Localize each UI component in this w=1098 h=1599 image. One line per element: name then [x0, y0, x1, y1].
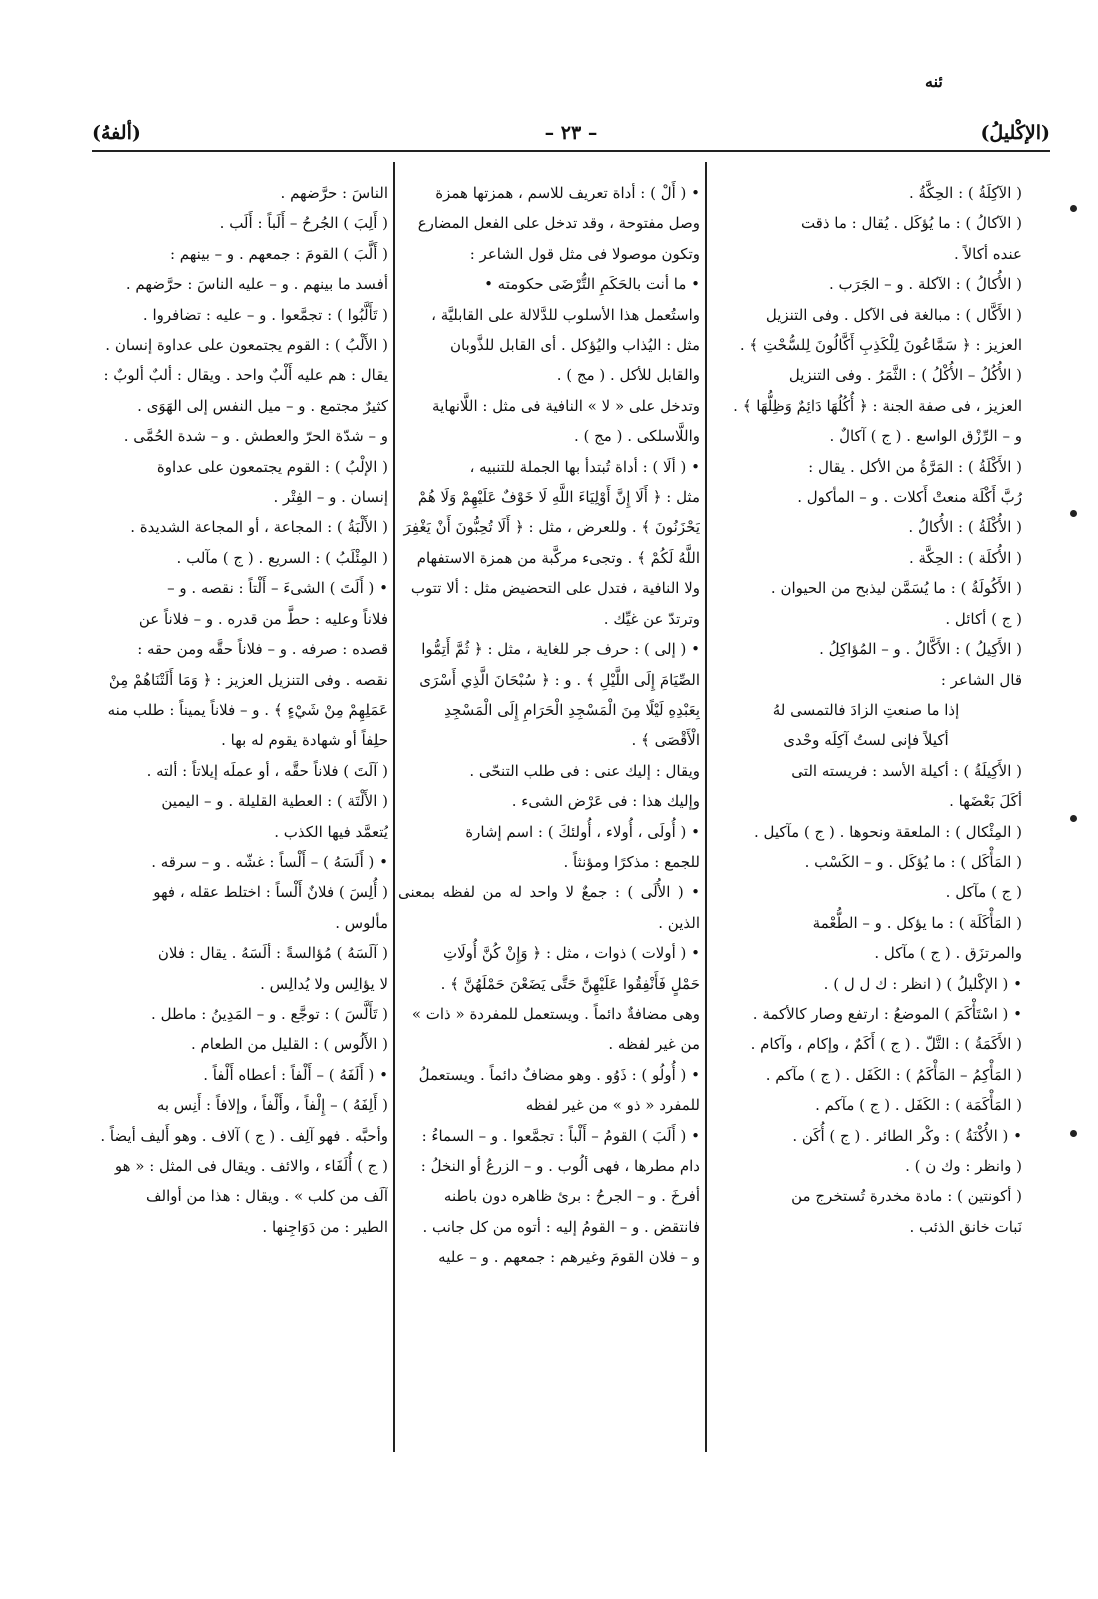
- entry-line: رُبَّ أَكْلَة منعتْ أَكلات . و – المأكول .: [797, 488, 1022, 507]
- entry-line: وإليك هذا : فى عَرْض الشىء .: [511, 792, 700, 811]
- entry-line: حلِفاً أو شهادة يقوم له بها .: [221, 731, 388, 750]
- entry-line: ( الآكِلَةُ ) : الحِكَّةُ .: [909, 184, 1022, 202]
- entry-line: • ( أَلَتَ ) الشىءَ – أَلْتاً : نقصه . و –: [167, 579, 388, 598]
- entry-line: وهى مضافةٌ دائماً . ويستعمل للمفردة « ذات »: [411, 1004, 700, 1023]
- entry-line: واستُعمل هذا الأسلوب للدَّلالة على القابليَّة ،: [431, 305, 700, 324]
- column-rule-left: [393, 162, 395, 1452]
- entry-line: حَمْلٍ فَأَنْفِقُوا عَلَيْهِنَّ حَتَّى يَضَعْنَ حَمْلَهُنَّ ﴾ .: [440, 974, 700, 993]
- entry-line: ( المِئْلَبُ ) : السريع . ( ج ) مآلب .: [176, 548, 388, 567]
- entry-line: مألوس .: [335, 913, 388, 932]
- entry-line: • ( الإكْليلُ ) ( انظر : ك ل ل ) .: [823, 974, 1022, 993]
- entry-line: عنده أكالاً .: [954, 244, 1022, 263]
- entry-line: ( آلَسَهُ ) مُؤالسةً : ألَسَهُ . يقال : فلان: [157, 944, 388, 963]
- entry-line: الْأَقْصَى ﴾ .: [631, 731, 700, 750]
- entry-line: أفسد ما بينهم . و – عليه الناسَ : حرَّضهم .: [125, 275, 388, 294]
- entry-line: ( أَلِبَ ) الجُرحُ – أَلَباً : أَلَب .: [219, 214, 388, 233]
- entry-line: عَمَلِهِمْ مِنْ شَيْءٍ ﴾ . و – فلاناً يميناً : طلب منه: [107, 700, 388, 719]
- entry-line: ( المَأْكَمَة ) : الكَفَل . ( ج ) مآكم .: [815, 1096, 1022, 1115]
- entry-line: ( الأَلْبُ ) : القوم يجتمعون على عداوة إنسان .: [105, 336, 388, 355]
- entry-line: العزيز : ﴿ سَمَّاعُونَ لِلْكَذِبِ أَكَّالُونَ لِلسُّحْتِ ﴾ .: [739, 336, 1022, 355]
- entry-line: أكيلاً فإنى لستُ آكِلَه وحْدى: [783, 731, 949, 750]
- entry-line: • ( إلى ) : حرف جر للغاية ، مثل : ﴿ ثُمَّ أَتِمُّوا: [421, 640, 700, 659]
- entry-line: ( المَأْكَلَة ) : ما يؤكل . و – الطُّعْمة: [812, 913, 1022, 932]
- entry-line: و – الرِّزْق الواسع . ( ج ) آكالٌ .: [829, 427, 1022, 446]
- entry-line: إذا ما صنعتِ الزادَ فالتمسى لهُ: [772, 700, 960, 719]
- entry-line: فلاناً وعليه : حطَّ من قدره . و – فلاناً عن: [138, 609, 388, 628]
- entry-line: ( آلَتَ ) فلاناً حقَّه ، أو عملَه إيلاتاً : ألته .: [146, 761, 388, 780]
- entry-line: • ( أَلْ ) : أداة تعريف للاسم ، همزتها همزة: [435, 184, 700, 202]
- entry-line: الصِّيَامَ إِلَى اللَّيْلِ ﴾ . و : ﴿ سُبْحَانَ الَّذِي أَسْرَى: [419, 670, 700, 689]
- entry-line: و – شدّة الحرّ والعطش . و – شدة الحُمَّى .: [123, 427, 388, 446]
- entry-line: ( وانظر : وك ن ) .: [905, 1157, 1022, 1175]
- entry-line: العزيز ، فى صفة الجنة : ﴿ أُكُلُهَا دَائِمٌ وَظِلُّهَا ﴾ .: [733, 396, 1022, 415]
- entry-line: ( الأُكلَة ) : الحِكَّة .: [909, 548, 1022, 567]
- entry-line: ( الأُكُلُ – الأُكْلُ ) : الثَّمَرُ . وفى التنزيل: [788, 366, 1022, 385]
- entry-line: واللَّاسلكى . ( مج ) .: [573, 427, 700, 446]
- entry-line: • ( أُولَى ، أُولاء ، أُولئكَ ) : اسم إشارة: [465, 822, 700, 841]
- entry-line: ( ج ) أُلَفَاء ، والائف . ويقال فى المثل : « هو: [114, 1157, 388, 1175]
- column-rule-right: [705, 162, 707, 1452]
- entry-line: ( الأَكَّال ) : مبالغة فى الآكل . وفى التنزيل: [765, 305, 1022, 324]
- entry-line: ( الآكالُ ) : ما يُؤكَل . يُقال : ما ذقت: [800, 214, 1022, 233]
- corner-mark: ئنه: [925, 72, 943, 91]
- entry-line: • ( الأُكْنَةُ ) : وكْر الطائر . ( ج ) أُكَن .: [792, 1126, 1022, 1145]
- entry-line: قصده : صرفه . و – فلاناً حقَّه ومن حقه :: [137, 640, 388, 659]
- entry-line: • ( أَلَفَهُ ) – أَلْفاً : أعطاه أَلْفاً .: [203, 1065, 388, 1084]
- entry-line: ( أكونتين ) : مادة مخدرة تُستخرج من: [791, 1187, 1022, 1206]
- margin-dot: [1070, 815, 1077, 822]
- entry-line: آلَف من كلب » . ويقال : هذا من أوالف: [145, 1187, 388, 1206]
- margin-dot: [1070, 205, 1077, 212]
- entry-line: مثل : ﴿ أَلَا إِنَّ أَوْلِيَاءَ اللَّهِ لَا خَوْفٌ عَلَيْهِمْ وَلَا هُمْ: [417, 488, 700, 507]
- entry-line: للمفرد « ذو » من غير لفظه: [525, 1096, 700, 1115]
- entry-line: والمرتزَق . ( ج ) مآكل .: [874, 944, 1022, 963]
- entry-line: ( ج ) مآكل .: [945, 883, 1022, 902]
- entry-line: كثيرٌ مجتمع . و – ميل النفس إلى الهَوَى .: [137, 396, 388, 415]
- page-number: – ٢٣ –: [544, 122, 598, 144]
- entry-line: وأحبَّه . فهو آلِف . ( ج ) آلاف . وهو أَليف أيضاً .: [100, 1126, 388, 1145]
- entry-line: لا يؤالِس ولا يُدالِس .: [260, 974, 388, 993]
- entry-line: ( أُلِسَ ) فلانٌ أَلْساً : اختلط عقله ، فهو: [153, 883, 388, 902]
- entry-line: من غير لفظه .: [608, 1035, 700, 1054]
- entry-line: ويقال : إليك عنى : فى طلب التنحّى .: [469, 761, 700, 780]
- entry-line: ( الأَكُولَةُ ) : ما يُسَمَّن ليذبح من الحيوان .: [770, 579, 1022, 598]
- entry-line: ( أَلَّبَ ) القومَ : جمعهم . و – بينهم :: [169, 244, 388, 263]
- entry-line: ( الأَكَمَةُ ) : التَّلّ . ( ج ) أَكَمٌ ، وإكام ، وآكام .: [750, 1035, 1022, 1054]
- entry-line: وتدخل على « لا » النافية فى مثل : اللَّانهاية: [432, 396, 700, 415]
- entry-line: مثل : اليُذاب واليُؤكل . أى القابل للذَّوبان: [449, 336, 700, 355]
- entry-line: وصل مفتوحة ، وقد تدخل على الفعل المضارع: [417, 214, 700, 233]
- entry-line: والقابل للأكل . ( مج ) .: [556, 366, 700, 385]
- entry-line: ( المَأْكَل ) : ما يُؤكَل . و – الكَسْب .: [804, 852, 1022, 871]
- entry-line: فانتقض . و – القومُ إليه : أتوه من كل جانب .: [422, 1217, 700, 1236]
- margin-dot: [1070, 510, 1077, 517]
- entry-line: ( تَأَلَّسَ ) : توجَّع . و – المَدِينُ : ماطل .: [151, 1004, 388, 1023]
- entry-line: ( الأُكْلَةُ ) : الأُكالُ .: [908, 518, 1022, 537]
- entry-line: ( الأَكِيلَةُ ) : أكيلة الأسد : فريسته التى: [791, 761, 1022, 780]
- entry-line: ( المَأْكِمُ – المَأْكَمُ ) : الكَفَل . ( ج ) مآكم .: [765, 1065, 1022, 1084]
- entry-line: ( أَلِفَهُ ) – إِلْفاً ، وأَلْفاً ، وإلافاً : أَنِس به: [156, 1096, 388, 1115]
- entry-line: الطير : من دَوَاجِنها .: [262, 1217, 388, 1236]
- entry-line: يقال : هم عليه أَلْبٌ واحد . ويقال : ألبٌ ألوبٌ :: [103, 366, 388, 385]
- entry-line: نَبات خانق الذئب .: [909, 1217, 1022, 1236]
- entry-line: • ( أَلَبَ ) القومُ – أَلْباً : تجمَّعوا . و – السماءُ :: [421, 1126, 700, 1145]
- column-left: [82, 178, 388, 1448]
- entry-line: ( ج ) أكائل .: [945, 609, 1022, 628]
- entry-line: ولا النافية ، فتدل على التحضيض مثل : ألا تتوب: [410, 579, 700, 598]
- entry-line: إنسان . و – الفِتْر .: [273, 488, 388, 507]
- entry-line: ( الأَلْبَةُ ) : المجاعة ، أو المجاعة الشديدة .: [130, 518, 388, 537]
- entry-line: • ( أُولُو ) : ذَوُو . وهو مضافٌ دائماً . ويستعملُ: [418, 1065, 700, 1084]
- header-left-entry: (ألفهُ): [92, 122, 141, 144]
- entry-line: ( الأَكْلَةُ ) : المَرَّةُ من الأكل . يقال :: [808, 457, 1022, 476]
- margin-dot: [1070, 1130, 1077, 1137]
- entry-line: • ( اسْتَأْكَمَ ) الموضعُ : ارتفع وصار كالأكمة .: [752, 1004, 1022, 1023]
- entry-line: يَحْزَنُونَ ﴾ . وللعرض ، مثل : ﴿ أَلَا تُحِبُّونَ أَنْ يَغْفِرَ: [403, 518, 700, 537]
- entry-line: ( المِئْكال ) : الملعقة ونحوها . ( ج ) مآكيل .: [753, 822, 1022, 841]
- entry-line: • ( أَلَسَهُ ) – أَلْساً : غشّه . و – سرقه .: [151, 852, 388, 871]
- entry-line: دام مطرها ، فهى ألُوب . و – الزرعُ أو النخلُ :: [420, 1157, 700, 1175]
- entry-line: و – فلان القومَ وغيرهم : جمعهم . و – عليه: [438, 1248, 700, 1267]
- header-rule: [92, 150, 1050, 152]
- entry-line: قال الشاعر :: [940, 670, 1022, 689]
- entry-line: وترتدّ عن غيِّك .: [603, 609, 700, 628]
- entry-line: • ( الأُلَى ) : جمعٌ لا واحد له من لفظه بمعنى الذين .: [398, 883, 700, 932]
- page-header: [92, 110, 1050, 154]
- entry-line: الناسَ : حرَّضهم .: [280, 184, 388, 202]
- entry-line: اللَّهُ لَكُمْ ﴾ . وتجىء مركَّبة من همزة الاستفهام: [416, 548, 700, 567]
- entry-line: • ما أنت بالحَكَمِ التُّرْضَى حكومته •: [484, 275, 700, 294]
- entry-line: بِعَبْدِهِ لَيْلًا مِنَ الْمَسْجِدِ الْحَرَامِ إِلَى الْمَسْجِدِ: [444, 700, 700, 719]
- entry-line: يُتعمَّد فيها الكذب .: [274, 822, 388, 841]
- entry-line: ( الإلْبُ ) : القوم يجتمعون على عداوة: [156, 457, 388, 476]
- entry-line: ( الأَلُوس ) : القليل من الطعام .: [190, 1035, 388, 1054]
- entry-line: نقصه . وفى التنزيل العزيز : ﴿ وَمَا أَلَتْنَاهُمْ مِنْ: [108, 670, 388, 689]
- entry-line: للجمع : مذكرًا ومؤنثاً .: [563, 852, 700, 871]
- entry-line: أكَلَ بَعْضَها .: [949, 792, 1022, 811]
- entry-line: أفرخَ . و – الجرحُ : برئ ظاهره دون باطنه: [443, 1187, 700, 1206]
- entry-line: وتكون موصولا فى مثل قول الشاعر :: [469, 244, 700, 263]
- column-right: [710, 178, 1022, 1448]
- entry-line: ( الأُكالُ ) : الآكلة . و – الجَرَب .: [829, 275, 1022, 294]
- entry-line: ( تَأَلَّبُوا ) : تجمَّعوا . و – عليه : تضافروا .: [142, 305, 388, 324]
- entry-line: ( الأَلْتَة ) : العطية القليلة . و – اليمين: [161, 792, 388, 811]
- entry-line: • ( ألَا ) : أداة تُبتدأ بها الجملة للتنبيه ،: [469, 457, 700, 476]
- entry-line: ( الأَكِيلُ ) : الأَكَّالُ . و – المُؤاكِلُ .: [819, 640, 1022, 659]
- column-middle: [398, 178, 700, 1448]
- entry-line: • ( أولات ) ذوات ، مثل : ﴿ وَإِنْ كُنَّ أُولَاتِ: [443, 944, 700, 963]
- header-right-entry: (الإكْليلُ): [980, 122, 1050, 144]
